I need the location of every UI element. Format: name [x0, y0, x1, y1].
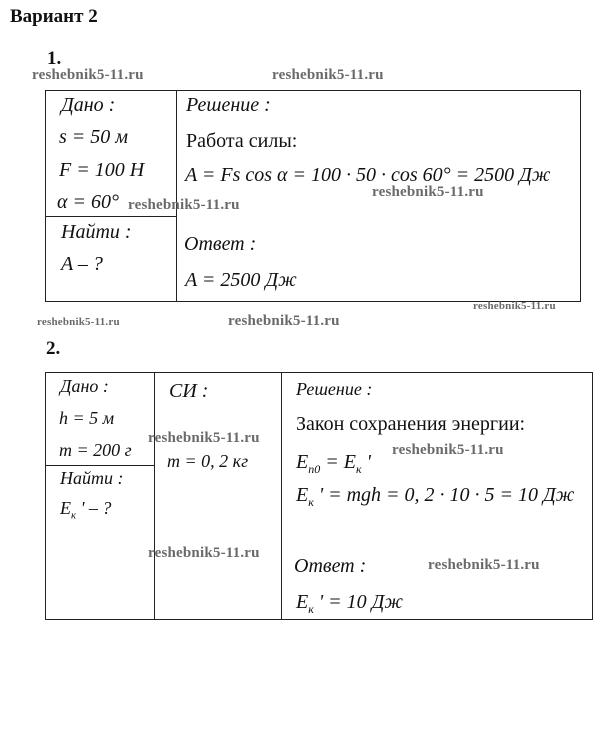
task2-solution-label: Решение :: [296, 379, 373, 399]
task2-answer: $E_к$ ' = 10 Дж: [296, 591, 403, 616]
task1-number: 1.: [47, 48, 62, 69]
task2-si-label: СИ :: [169, 380, 209, 402]
task1-find-label: Найти :: [61, 221, 132, 243]
page-title: Вариант 2: [10, 6, 98, 27]
task1-given-divider: [45, 216, 176, 217]
task2-given-h: h = 5 м: [59, 408, 115, 428]
watermark: reshebnik5-11.ru: [148, 430, 260, 446]
watermark: reshebnik5-11.ru: [392, 442, 504, 458]
task2-number: 2.: [46, 338, 61, 359]
task1-given-f: F = 100 Н: [59, 159, 145, 181]
task1-answer: A = 2500 Дж: [185, 269, 297, 291]
task2-si-value: m = 0, 2 кг: [167, 451, 249, 471]
task2-si-divider: [154, 372, 155, 620]
watermark: reshebnik5-11.ru: [372, 184, 484, 200]
task1-given-alpha: α = 60°: [57, 191, 119, 213]
task1-answer-label: Ответ :: [184, 233, 257, 255]
watermark: reshebnik5-11.ru: [148, 545, 260, 561]
task1-column-divider: [176, 90, 177, 302]
task2-formula1: $E_{п0} = E_к$ ': [296, 451, 371, 476]
task1-solution-label: Решение :: [186, 94, 271, 116]
task1-solution-text: Работа силы:: [186, 130, 298, 152]
task2-formula2: $E_к$ ' = mgh = 0, 2 · 10 · 5 = 10 Дж: [296, 484, 575, 509]
task1-table: [45, 90, 581, 302]
task2-find-value: $E_к$ ' – ?: [60, 498, 112, 522]
task2-given-m: m = 200 г: [59, 440, 132, 460]
task2-find-label: Найти :: [60, 468, 124, 488]
task1-formula: A = Fs cos α = 100 · 50 · cos 60° = 2500 Дж: [185, 164, 551, 186]
task1-find-value: A – ?: [61, 253, 103, 275]
task2-solution-text: Закон сохранения энергии:: [296, 413, 526, 435]
task1-given-label: Дано :: [61, 94, 116, 116]
task2-answer-label: Ответ :: [294, 555, 367, 577]
task2-solution-divider: [281, 372, 282, 620]
task2-given-label: Дано :: [60, 376, 109, 396]
task2-given-divider: [45, 465, 154, 466]
watermark: reshebnik5-11.ru: [32, 67, 144, 83]
watermark: reshebnik5-11.ru: [37, 316, 120, 328]
watermark: reshebnik5-11.ru: [272, 67, 384, 83]
task1-given-s: s = 50 м: [59, 126, 129, 148]
watermark: reshebnik5-11.ru: [128, 197, 240, 213]
watermark: reshebnik5-11.ru: [428, 557, 540, 573]
watermark: reshebnik5-11.ru: [228, 313, 340, 329]
watermark: reshebnik5-11.ru: [473, 300, 556, 312]
